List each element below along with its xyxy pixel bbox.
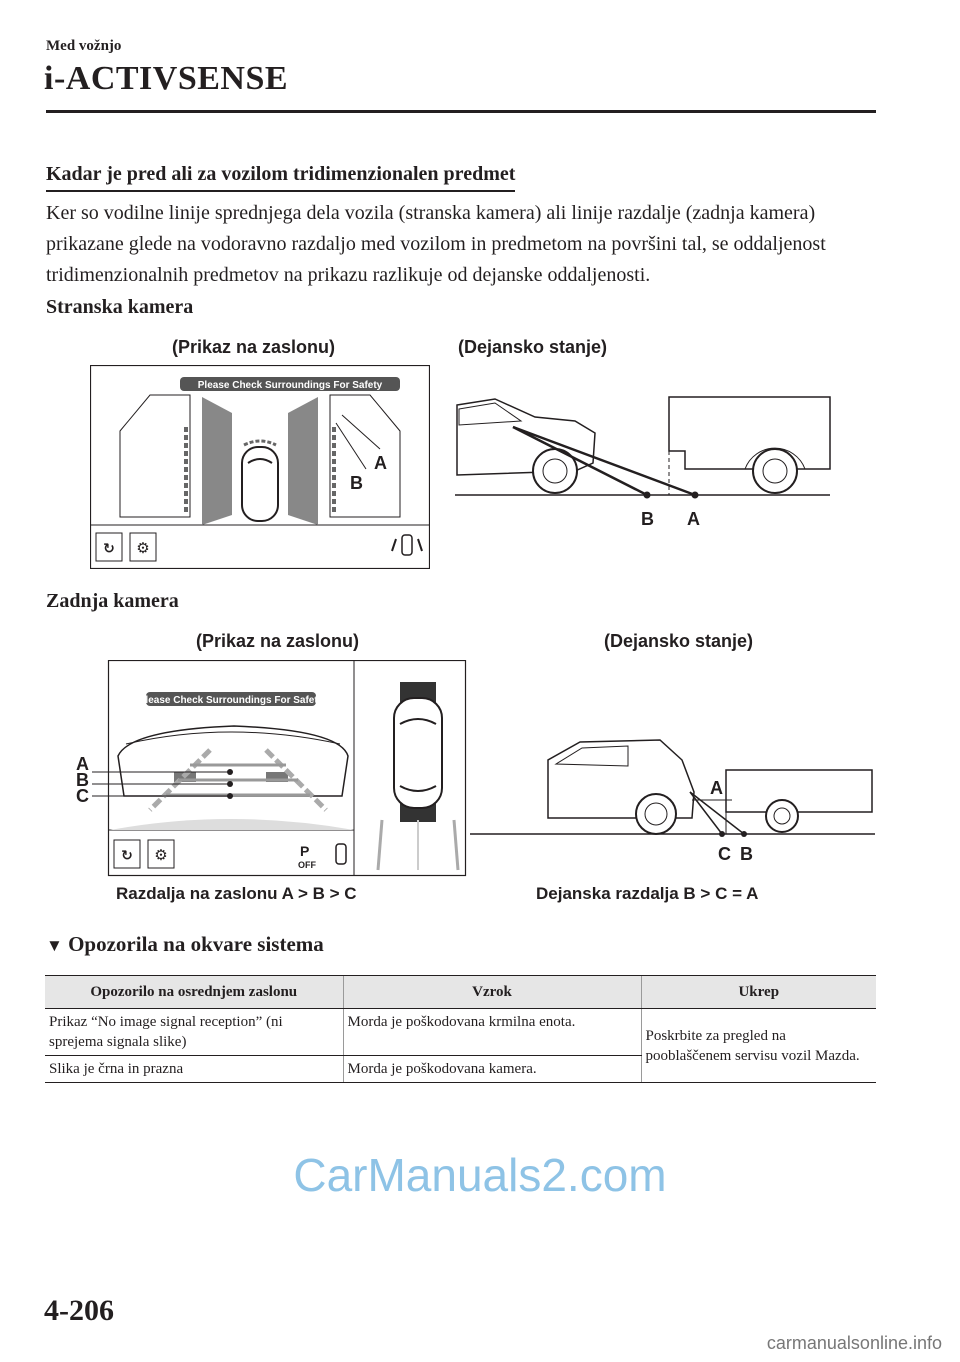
column-header: Vzrok	[343, 976, 641, 1009]
side-screen-mark-b: B	[350, 473, 363, 493]
cause-cell: Morda je poškodovana kamera.	[343, 1056, 641, 1083]
table-header-row	[45, 976, 876, 1009]
page-number: 4-206	[44, 1294, 114, 1327]
svg-text:⚙: ⚙	[154, 847, 168, 864]
action-cell: Poskrbite za pregled na pooblaščenem servisu vozil Mazda.	[641, 1009, 876, 1083]
rear-screen-banner: Please Check Surroundings For Safety	[138, 695, 324, 706]
title-divider	[46, 110, 876, 113]
page-title: i-ACTIVSENSE	[44, 60, 289, 97]
rear-screen-label: (Prikaz na zaslonu)	[196, 631, 360, 651]
side-screen-mark-a: A	[374, 453, 387, 473]
rear-camera-actual-diagram	[470, 730, 875, 870]
column-header: Opozorilo na osrednjem zaslonu	[45, 976, 343, 1009]
rear-actual-mark-c: C	[718, 844, 731, 864]
rear-actual-caption: Dejanska razdalja B > C = A	[536, 884, 759, 903]
side-camera-screen-diagram	[90, 365, 430, 569]
rear-screen-mark-a: A	[76, 754, 89, 774]
svg-text:↻: ↻	[103, 540, 115, 556]
side-actual-mark-b: B	[641, 509, 654, 529]
rear-actual-mark-b: B	[740, 844, 753, 864]
svg-text:⚙: ⚙	[136, 540, 150, 557]
side-actual-mark-a: A	[687, 509, 700, 529]
subheading: Kadar je pred ali za vozilom tridimenzionalen predmet	[46, 163, 515, 192]
triangle-bullet-icon: ▼	[46, 936, 63, 955]
rear-screen-mark-c: C	[76, 786, 89, 806]
side-camera-actual-diagram	[455, 385, 835, 535]
warnings-table	[45, 975, 876, 1083]
section-label: Med vožnjo	[46, 38, 122, 54]
rear-screen-mark-b: B	[76, 770, 89, 790]
rear-camera-screen-diagram	[70, 660, 470, 878]
site-watermark: carmanualsonline.info	[766, 1333, 942, 1353]
rear-camera-heading: Zadnja kamera	[46, 590, 179, 612]
cause-cell: Morda je poškodovana krmilna enota.	[343, 1009, 641, 1056]
svg-text:↻: ↻	[121, 847, 133, 863]
off-badge: OFF	[298, 860, 316, 870]
side-camera-heading: Stranska kamera	[46, 296, 194, 318]
warnings-heading-text: Opozorila na okvare sistema	[68, 932, 324, 956]
side-screen-label: (Prikaz na zaslonu)	[172, 337, 336, 357]
watermark: CarManuals2.com	[293, 1149, 667, 1201]
warning-cell: Slika je črna in prazna	[45, 1056, 343, 1083]
svg-text:P: P	[300, 843, 310, 859]
column-header: Ukrep	[641, 976, 876, 1009]
table-row	[45, 1009, 876, 1056]
warning-cell: Prikaz “No image signal reception” (ni sprejema signala slike)	[45, 1009, 343, 1056]
side-screen-banner: Please Check Surroundings For Safety	[197, 380, 383, 391]
warnings-heading	[46, 932, 324, 957]
rear-actual-label: (Dejansko stanje)	[604, 631, 754, 651]
rear-screen-caption: Razdalja na zaslonu A > B > C	[116, 884, 357, 903]
side-actual-label: (Dejansko stanje)	[458, 337, 608, 357]
body-paragraph: Ker so vodilne linije sprednjega dela vozila (stranska kamera) ali linije razdalje (zadnja kamera) prikazane glede na vodoravno razdaljo med vozilom in predmetom na površini tal, se oddaljenost tridimenzionalnih predmetov na prikazu razlikuje od dejanske oddaljenosti.	[46, 202, 826, 286]
rear-actual-mark-a: A	[710, 778, 723, 798]
